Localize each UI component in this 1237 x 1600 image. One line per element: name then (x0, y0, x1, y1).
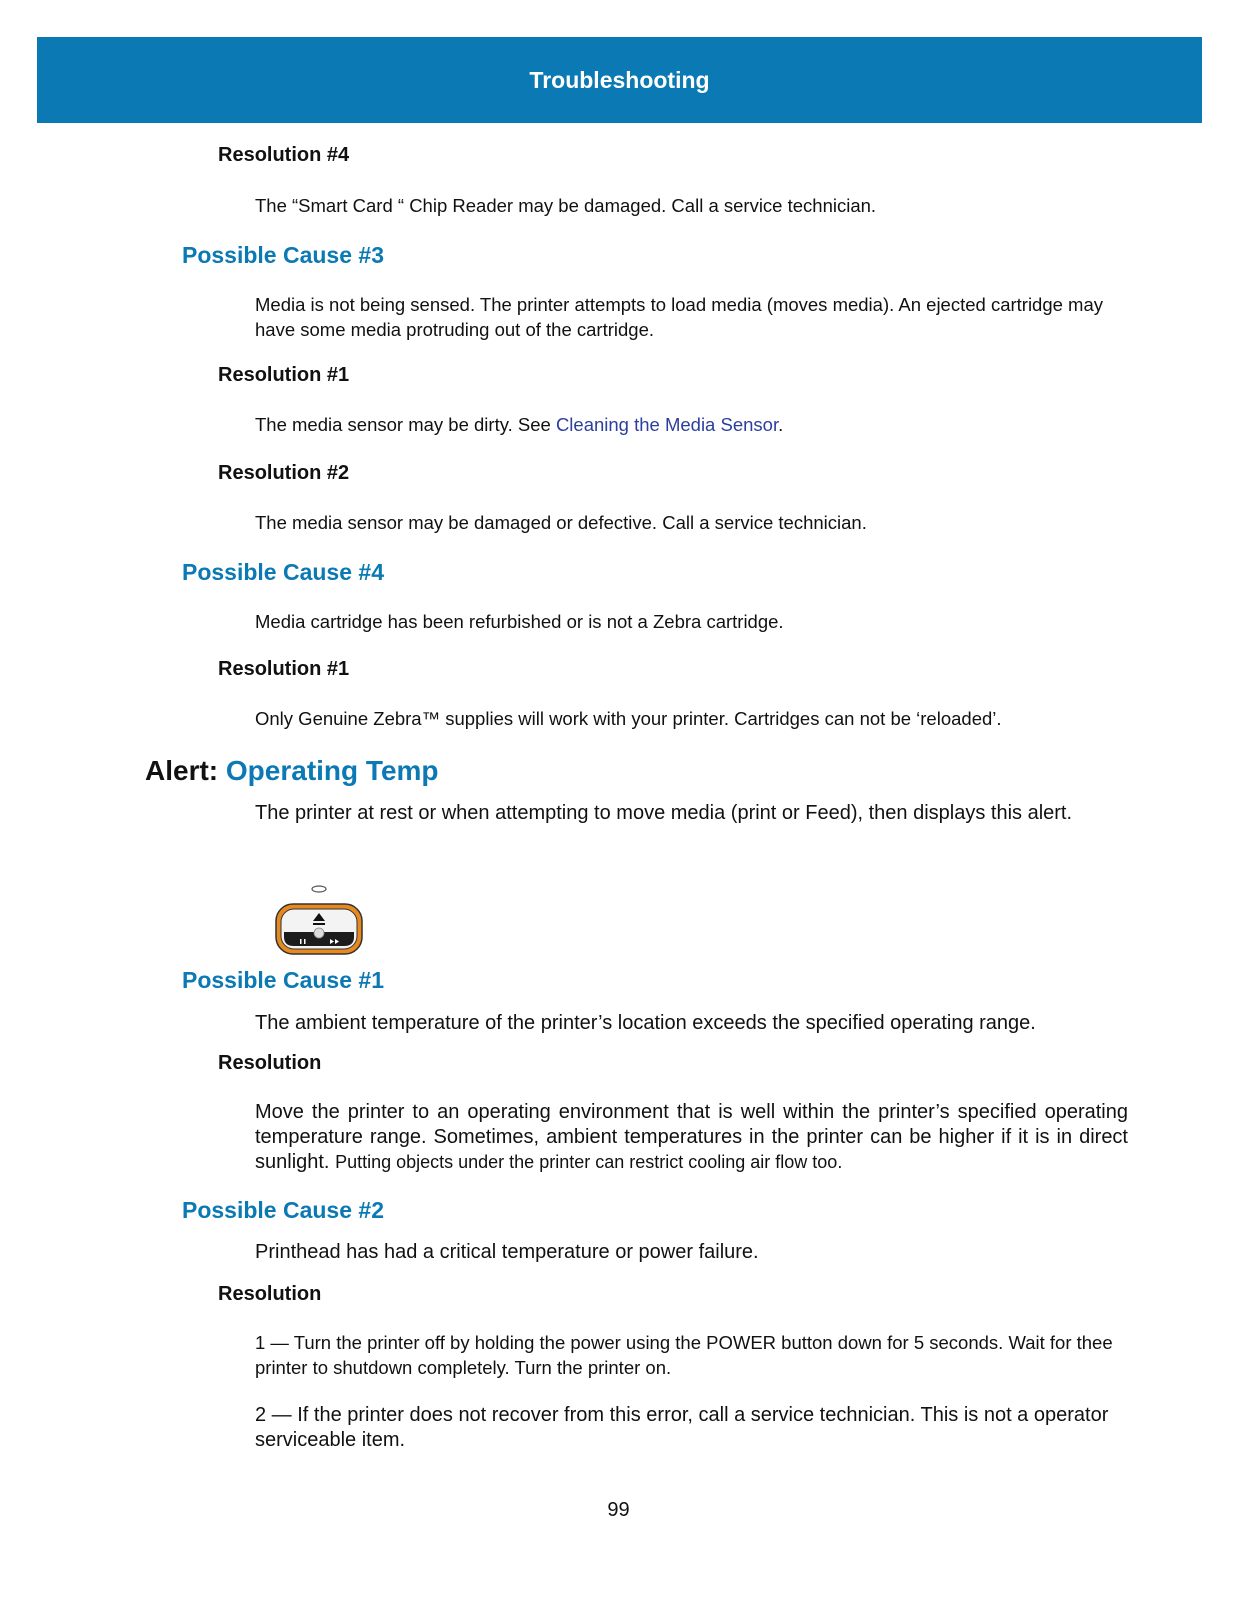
operating-cause-1-resolution-text (255, 1100, 1128, 1175)
alert-prefix: Alert: (145, 755, 219, 786)
possible-cause-4-heading: Possible Cause #4 (182, 559, 384, 585)
operating-cause-2-heading: Possible Cause #2 (182, 1197, 384, 1223)
cause-4-resolution-1-text: Only Genuine Zebra™ supplies will work with your printer. Cartridges can not be ‘reloaded’. (255, 708, 1002, 729)
operating-cause-1-heading: Possible Cause #1 (182, 967, 384, 993)
operating-cause-2-text: Printhead has had a critical temperature or power failure. (255, 1241, 759, 1263)
cause-3-resolution-2-heading: Resolution #2 (218, 462, 350, 484)
resolution-step-2: 2 — If the printer does not recover from this error, call a service technician. This is not a operator serviceable item. (255, 1404, 1109, 1451)
resolution-4-heading: Resolution #4 (218, 144, 350, 166)
resolution-step-1: 1 — Turn the printer off by holding the power using the POWER button down for 5 seconds. Wait for thee printer to shutdown completely. Turn the printer on. (255, 1332, 1113, 1378)
cause-3-resolution-1-text-before: The media sensor may be dirty. See (255, 414, 556, 435)
operating-cause-1-resolution-heading: Resolution (218, 1052, 322, 1074)
alert-heading (145, 755, 439, 787)
alert-description: The printer at rest or when attempting to move media (print or Feed), then displays this alert. (255, 802, 1073, 824)
cause-3-resolution-2-text: The media sensor may be damaged or defective. Call a service technician. (255, 512, 867, 533)
possible-cause-3-heading: Possible Cause #3 (182, 242, 384, 268)
operating-cause-1-resolution-note: Putting objects under the printer can restrict cooling air flow too. (335, 1152, 843, 1172)
page-header-bar (37, 37, 1202, 123)
cause-3-resolution-1-text (255, 412, 1128, 437)
possible-cause-4-text: Media cartridge has been refurbished or is not a Zebra cartridge. (255, 611, 784, 632)
possible-cause-3-text: Media is not being sensed. The printer attempts to load media (moves media). An ejected cartridge may have some media protruding out of the cartridge. (255, 294, 1104, 340)
operating-cause-2-resolution-heading: Resolution (218, 1283, 322, 1305)
resolution-4-text: The “Smart Card “ Chip Reader may be damaged. Call a service technician. (255, 195, 877, 216)
printer-control-panel-icon (272, 880, 366, 958)
cleaning-media-sensor-link[interactable]: Cleaning the Media Sensor (555, 414, 779, 435)
page-header-title: Troubleshooting (529, 66, 710, 93)
page-number: 99 (607, 1499, 630, 1521)
cause-3-resolution-1-heading: Resolution #1 (218, 364, 350, 386)
operating-cause-1-resolution-main: Move the printer to an operating environment that is well within the printer’s specified operating temperature range. Sometimes, ambient temperatures in the printer can be higher if it is in direct sunlight. (255, 1101, 1128, 1173)
cause-4-resolution-1-heading: Resolution #1 (218, 658, 350, 680)
alert-title: Operating Temp (225, 755, 439, 786)
cause-3-resolution-1-text-after: . (778, 414, 784, 435)
operating-cause-1-text: The ambient temperature of the printer’s location exceeds the specified operating range. (255, 1012, 1036, 1034)
